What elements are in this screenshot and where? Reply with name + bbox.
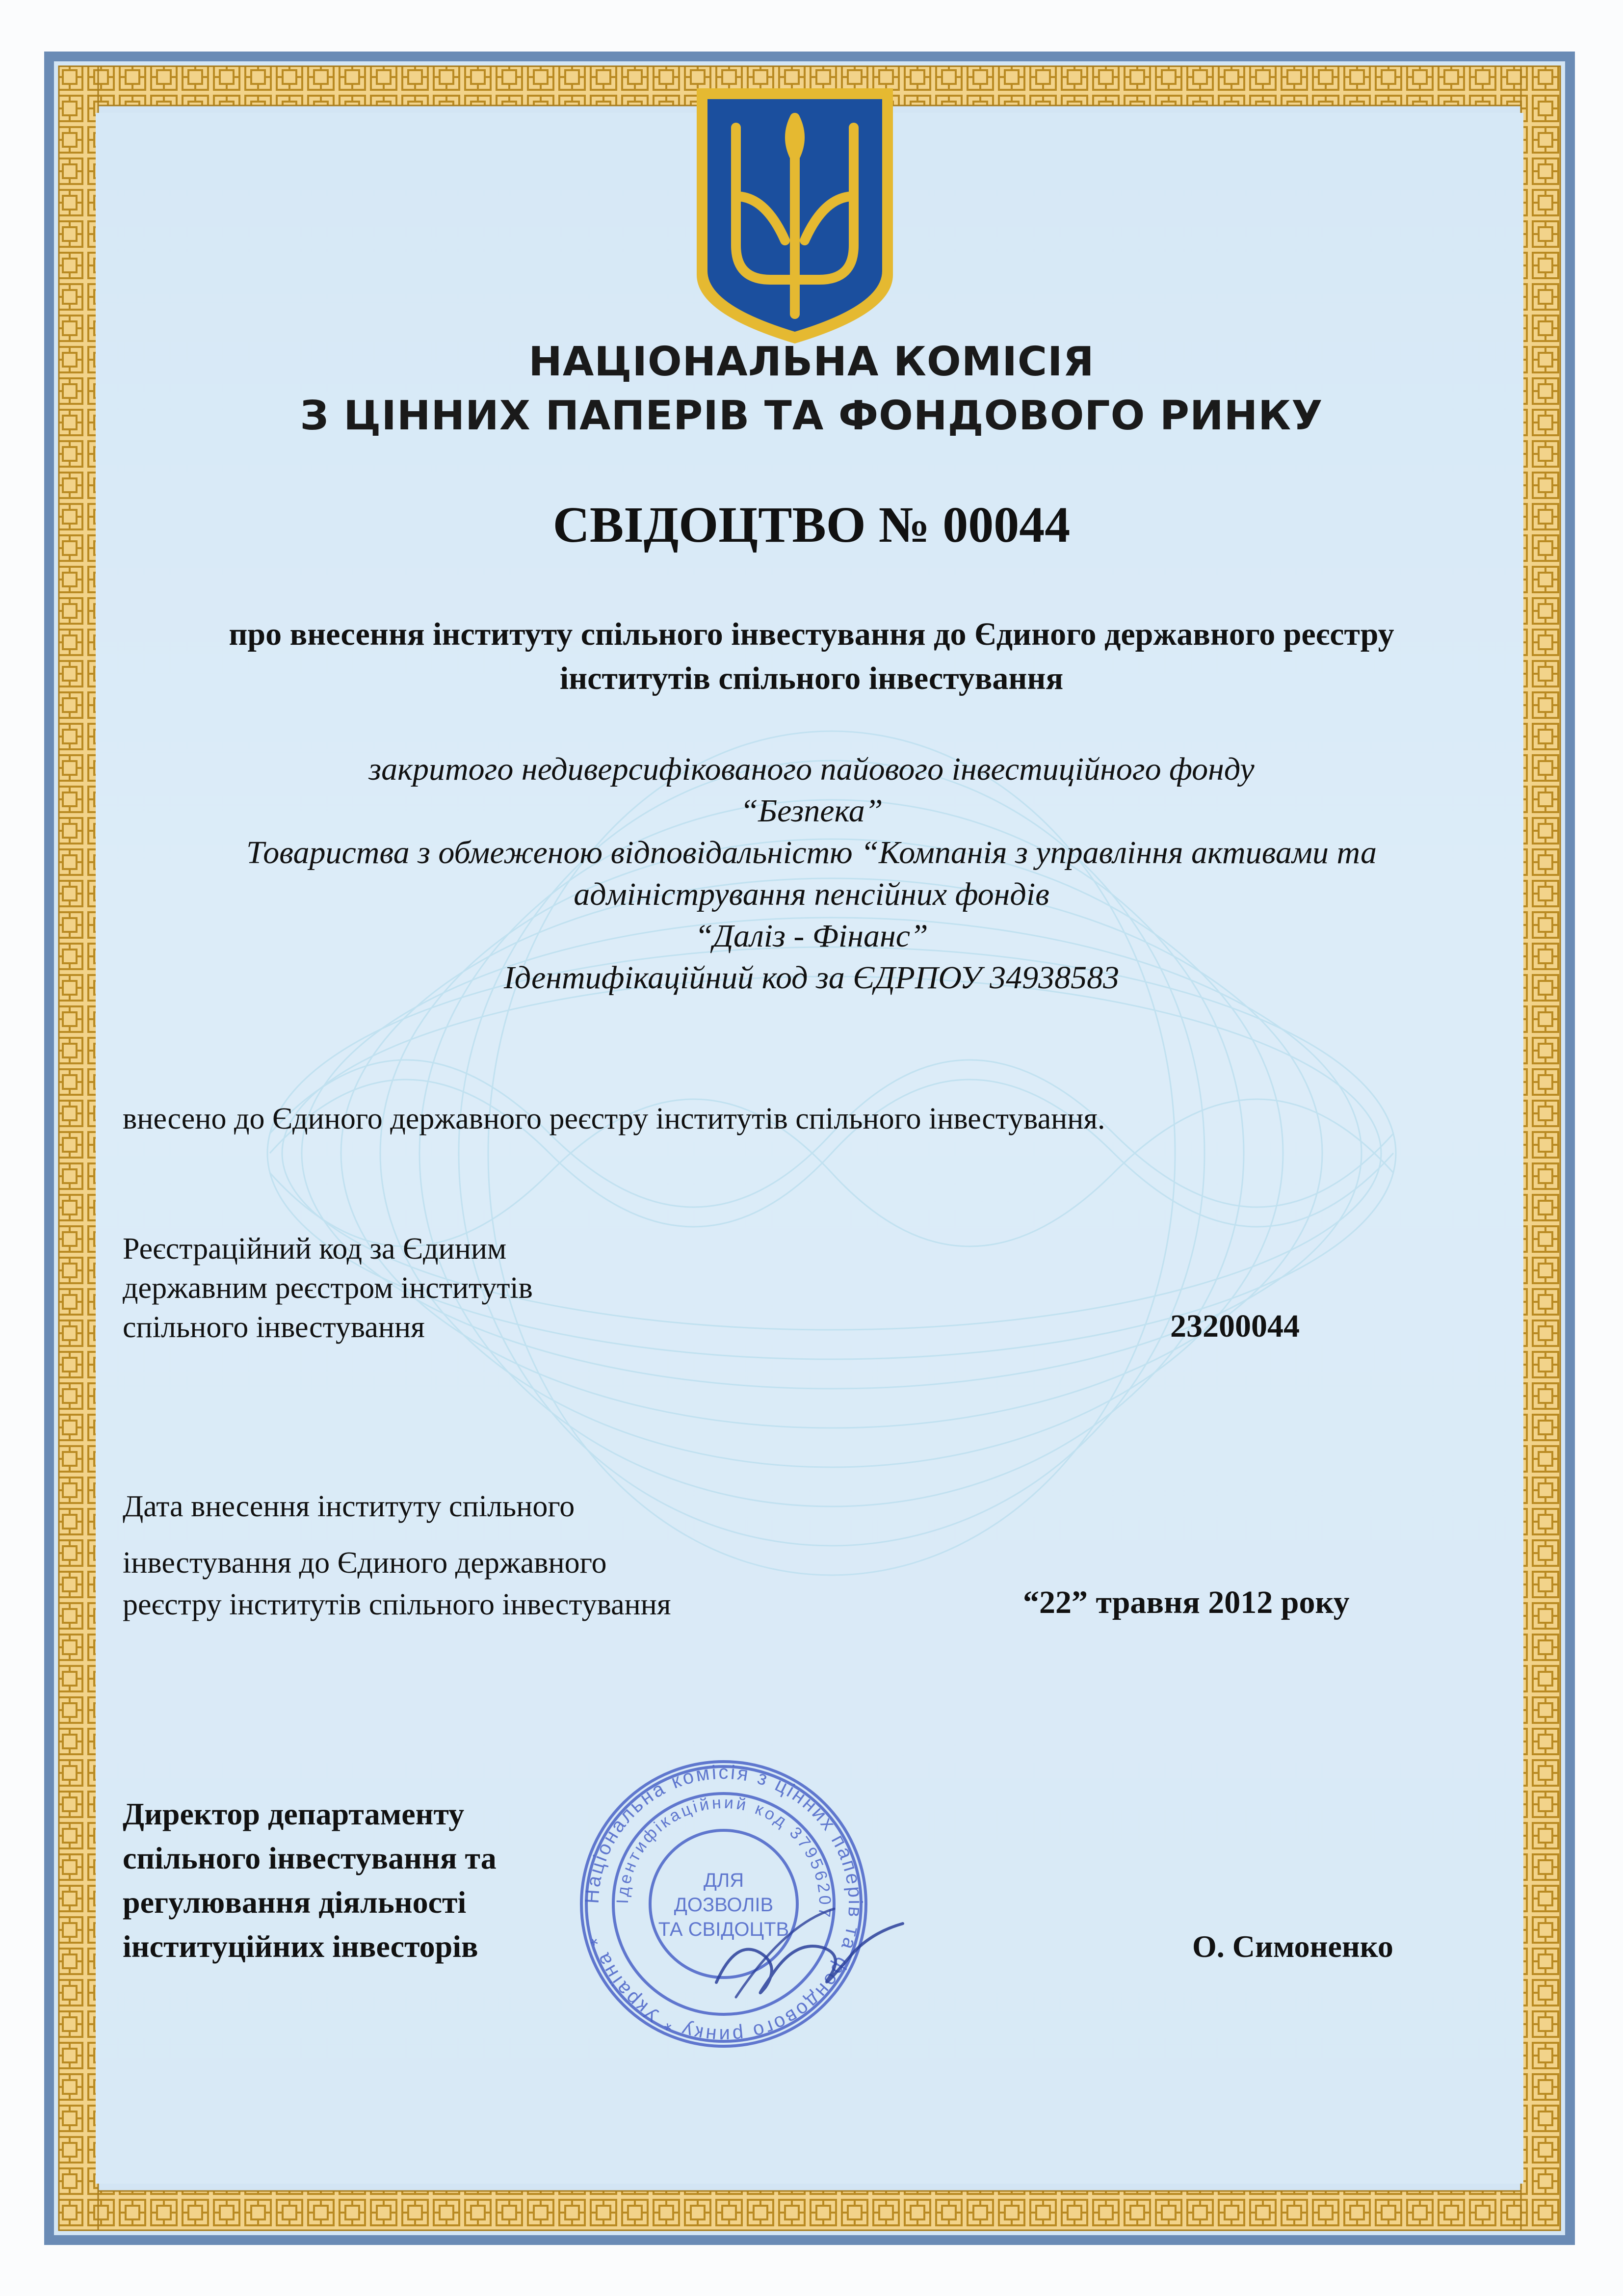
fund-line-1: закритого недиверсифікованого пайового інвестиційного фонду <box>368 751 1255 787</box>
fund-line-6: Ідентифікаційний код за ЄДРПОУ 34938583 <box>503 960 1120 996</box>
fund-line-3: Товариства з обмеженою відповідальністю “Компанія з управління активами та <box>246 835 1377 871</box>
stamp-outer-text: Національна комісія з цінних паперів та фондового ринку * Україна * <box>581 1761 866 2047</box>
signatory-title-line-3: регулювання діяльності <box>123 1885 467 1920</box>
fund-line-4: адміністрування пенсійних фондів <box>574 876 1049 912</box>
signatory-title-line-1: Директор департаменту <box>123 1796 465 1831</box>
registration-label-line-3: спільного інвестування <box>123 1311 425 1344</box>
subject-line-2: інститутів спільного інвестування <box>559 660 1064 696</box>
registration-code: 23200044 <box>1170 1308 1300 1344</box>
stamp-center-line-2: ДОЗВОЛІВ <box>674 1894 774 1916</box>
agency-name-line-2: З ЦІННИХ ПАПЕРІВ ТА ФОНДОВОГО РИНКУ <box>300 393 1323 439</box>
fund-line-2: “Безпека” <box>740 793 883 829</box>
stamp-inner-text: Ідентифікаційний код 37956207 <box>613 1793 835 1921</box>
signatory-name: О. Симоненко <box>1192 1929 1393 1964</box>
date-label-line-2: інвестування до Єдиного державного <box>123 1546 607 1580</box>
coat-of-arms-trident-icon <box>687 83 903 348</box>
date-label-line-1: Дата внесення інституту спільного <box>123 1490 575 1523</box>
signatory-title-line-2: спільного інвестування та <box>123 1841 497 1875</box>
agency-name-line-1: НАЦІОНАЛЬНА КОМІСІЯ <box>528 339 1095 385</box>
handwritten-signature <box>707 1879 913 2007</box>
registration-date: “22” травня 2012 року <box>1023 1584 1350 1620</box>
registration-label-line-2: державним реєстром інститутів <box>123 1271 533 1305</box>
fund-line-5: “Даліз - Фінанс” <box>695 918 928 954</box>
certificate-title: СВІДОЦТВО № 00044 <box>552 497 1071 553</box>
subject-line-1: про внесення інституту спільного інвестування до Єдиного державного реєстру <box>229 616 1394 652</box>
signatory-title-line-4: інституційних інвесторів <box>123 1929 478 1964</box>
stamp-center-line-3: ТА СВІДОЦТВ <box>658 1919 789 1940</box>
date-label-line-3: реєстру інститутів спільного інвестування <box>123 1588 671 1621</box>
entered-statement: внесено до Єдиного державного реєстру інститутів спільного інвестування. <box>123 1102 1105 1135</box>
registration-label-line-1: Реєстраційний код за Єдиним <box>123 1232 507 1266</box>
stamp-center-line-1: ДЛЯ <box>703 1870 744 1891</box>
